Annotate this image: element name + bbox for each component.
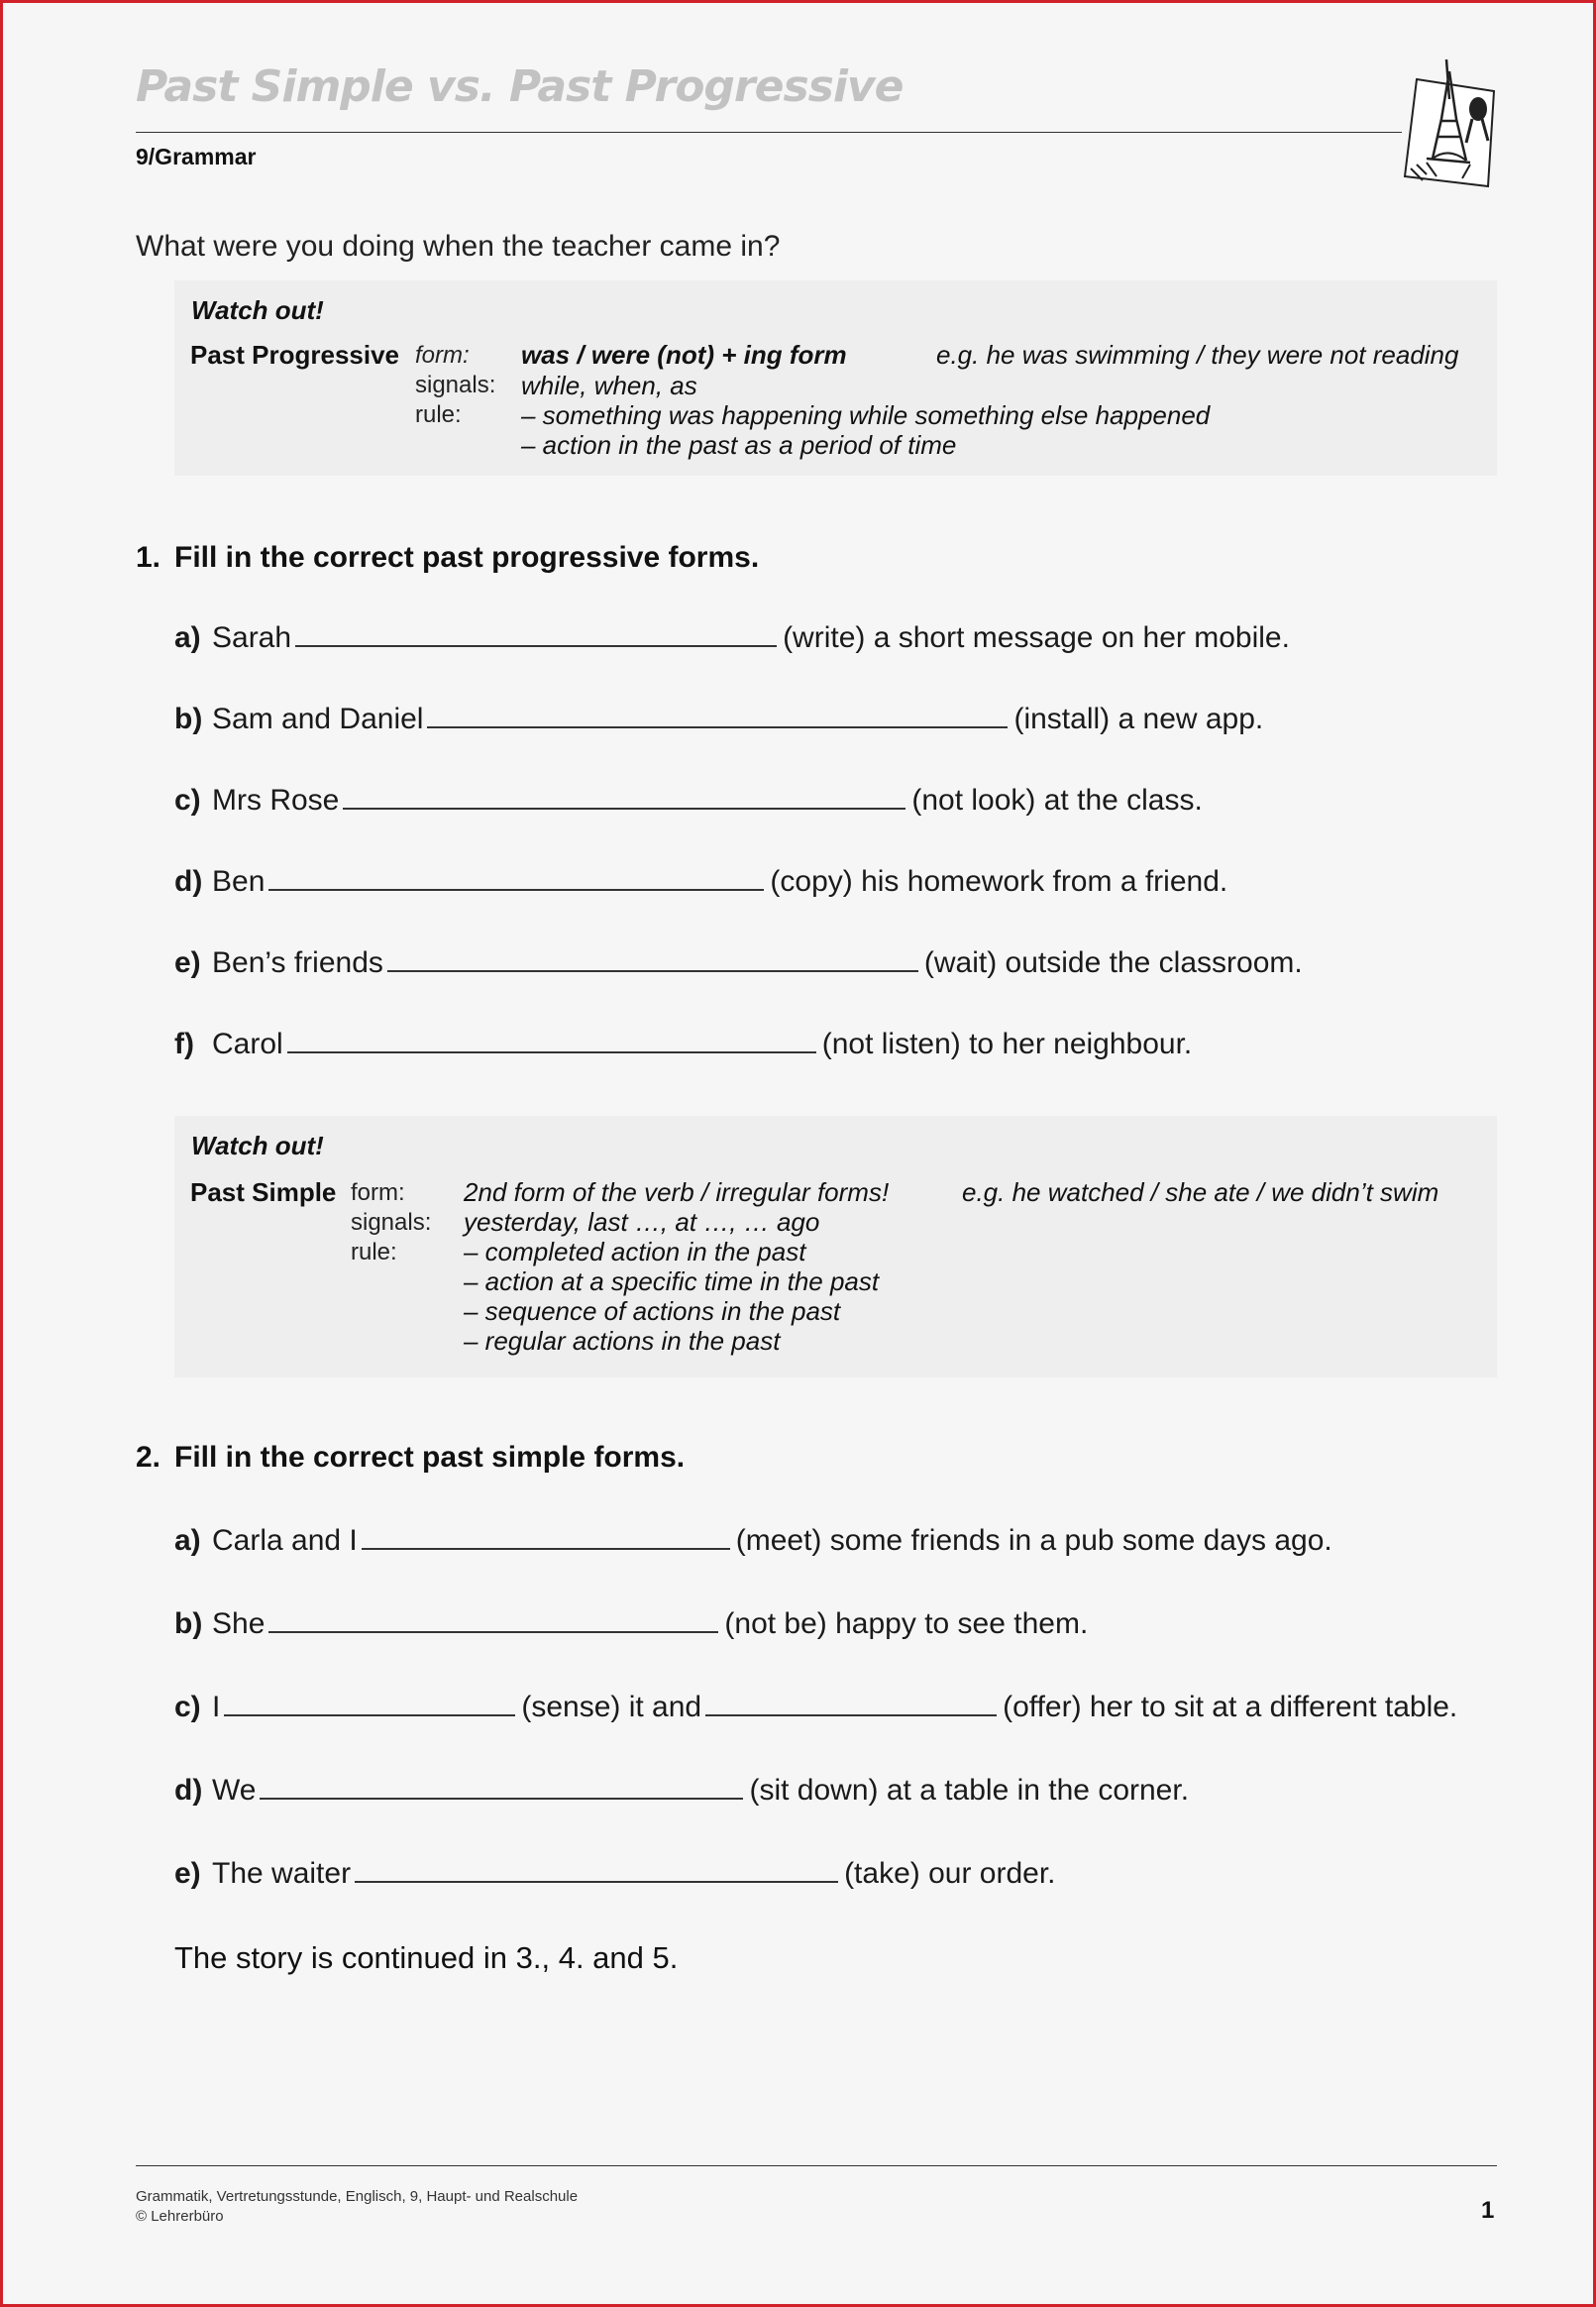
item-text-before: She <box>212 1607 266 1640</box>
rule-line: – action in the past as a period of time <box>521 430 957 460</box>
page-subtitle: 9/Grammar <box>136 144 257 169</box>
answer-blank[interactable] <box>343 784 905 810</box>
signals-value: while, when, as <box>521 371 697 400</box>
footer-source: Grammatik, Vertretungsstunde, Englisch, 9, Haupt- und Realschule <box>136 2188 579 2205</box>
answer-blank[interactable] <box>268 1607 718 1633</box>
exercise-item <box>174 1691 1457 1724</box>
item-text-before: Carol <box>212 1028 283 1060</box>
item-text-before: Sam and Daniel <box>212 703 424 735</box>
form-example: e.g. he watched / she ate / we didn’t swim <box>962 1177 1439 1207</box>
item-text-before: Sarah <box>212 621 292 654</box>
item-text-before: Ben’s friends <box>212 946 383 979</box>
rule-line: – sequence of actions in the past <box>464 1296 841 1326</box>
rule-line: – regular actions in the past <box>464 1326 781 1356</box>
signals-value: yesterday, last …, at …, … ago <box>464 1207 820 1237</box>
continued-note: The story is continued in 3., 4. and 5. <box>174 1940 679 1975</box>
answer-blank[interactable] <box>287 1028 816 1053</box>
page-title: Past Simple vs. Past Progressive <box>136 61 904 112</box>
item-text-after: (not listen) to her neighbour. <box>821 1028 1193 1060</box>
item-text-before: The waiter <box>212 1857 352 1890</box>
item-text-before: Ben <box>212 865 266 898</box>
item-text-after: (wait) outside the classroom. <box>923 946 1303 979</box>
exercise-item <box>174 1607 1088 1641</box>
exercise-number: 2. <box>136 1441 161 1474</box>
watch-out-box-simple <box>174 1116 1497 1377</box>
rule-line: – completed action in the past <box>464 1237 806 1266</box>
tense-name: Past Progressive <box>190 340 400 370</box>
answer-blank[interactable] <box>427 703 1008 728</box>
title-divider <box>136 132 1402 133</box>
item-text-after: (sit down) at a table in the corner. <box>749 1774 1190 1807</box>
answer-blank[interactable] <box>268 865 764 891</box>
exercise-instruction: Fill in the correct past simple forms. <box>174 1441 686 1474</box>
footer-divider <box>136 2165 1497 2166</box>
answer-blank[interactable] <box>295 621 777 647</box>
item-letter: b) <box>174 1607 203 1640</box>
item-letter: e) <box>174 946 201 979</box>
exercise-item <box>174 1857 1056 1891</box>
exercise-item <box>174 784 1203 818</box>
form-label: form: <box>415 342 470 369</box>
exercise-instruction: Fill in the correct past progressive forms. <box>174 541 760 574</box>
exercise-item <box>174 703 1263 736</box>
item-letter: e) <box>174 1857 201 1890</box>
item-text-middle: (sense) it and <box>521 1691 702 1723</box>
signals-label: signals: <box>351 1209 432 1236</box>
form-value: 2nd form of the verb / irregular forms! <box>464 1177 890 1207</box>
item-text-after: (install) a new app. <box>1013 703 1264 735</box>
form-example: e.g. he was swimming / they were not reading <box>936 340 1459 370</box>
exercise-item <box>174 865 1227 899</box>
page-number: 1 <box>1481 2197 1495 2224</box>
exercise-item <box>174 621 1290 655</box>
item-letter: a) <box>174 621 201 654</box>
signals-label: signals: <box>415 372 496 398</box>
item-letter: d) <box>174 865 203 898</box>
form-value: was / were (not) + ing form <box>521 340 847 370</box>
eiffel-tower-icon <box>1397 59 1506 193</box>
rule-label: rule: <box>351 1239 397 1265</box>
item-letter: c) <box>174 1691 201 1723</box>
answer-blank[interactable] <box>355 1857 838 1883</box>
item-letter: c) <box>174 784 201 817</box>
item-text-after: (copy) his homework from a friend. <box>770 865 1228 898</box>
exercise-item <box>174 1524 1332 1558</box>
item-text-before: Carla and I <box>212 1524 358 1557</box>
watch-out-box-progressive <box>174 280 1497 476</box>
answer-blank[interactable] <box>705 1691 997 1716</box>
rule-line: – action at a specific time in the past <box>464 1266 880 1296</box>
exercise-2-heading <box>136 1441 685 1475</box>
item-text-after: (take) our order. <box>844 1857 1056 1890</box>
item-text-after: (meet) some friends in a pub some days ago. <box>735 1524 1332 1557</box>
rule-line: – something was happening while something else happened <box>521 400 1211 430</box>
exercise-item <box>174 1028 1192 1061</box>
item-letter: a) <box>174 1524 201 1557</box>
intro-question: What were you doing when the teacher came in? <box>136 230 781 263</box>
rule-label: rule: <box>415 401 462 428</box>
answer-blank[interactable] <box>362 1524 730 1550</box>
footer-copyright: © Lehrerbüro <box>136 2208 224 2225</box>
exercise-number: 1. <box>136 541 161 574</box>
item-text-before: I <box>212 1691 221 1723</box>
tense-name: Past Simple <box>190 1177 337 1207</box>
item-text-after: (not be) happy to see them. <box>724 1607 1089 1640</box>
item-text-after: (write) a short message on her mobile. <box>783 621 1290 654</box>
watch-out-heading: Watch out! <box>191 1131 324 1160</box>
answer-blank[interactable] <box>260 1774 743 1800</box>
exercise-item <box>174 1774 1189 1808</box>
item-letter: b) <box>174 703 203 735</box>
item-letter: d) <box>174 1774 203 1807</box>
exercise-1-heading <box>136 541 759 575</box>
item-text-before: We <box>212 1774 257 1807</box>
item-text-before: Mrs Rose <box>212 784 340 817</box>
exercise-item <box>174 946 1303 980</box>
form-label: form: <box>351 1179 405 1206</box>
item-text-after: (offer) her to sit at a different table. <box>1003 1691 1458 1723</box>
answer-blank[interactable] <box>224 1691 515 1716</box>
item-text-after: (not look) at the class. <box>911 784 1203 817</box>
answer-blank[interactable] <box>387 946 918 972</box>
watch-out-heading: Watch out! <box>191 295 324 325</box>
item-letter: f) <box>174 1028 194 1060</box>
